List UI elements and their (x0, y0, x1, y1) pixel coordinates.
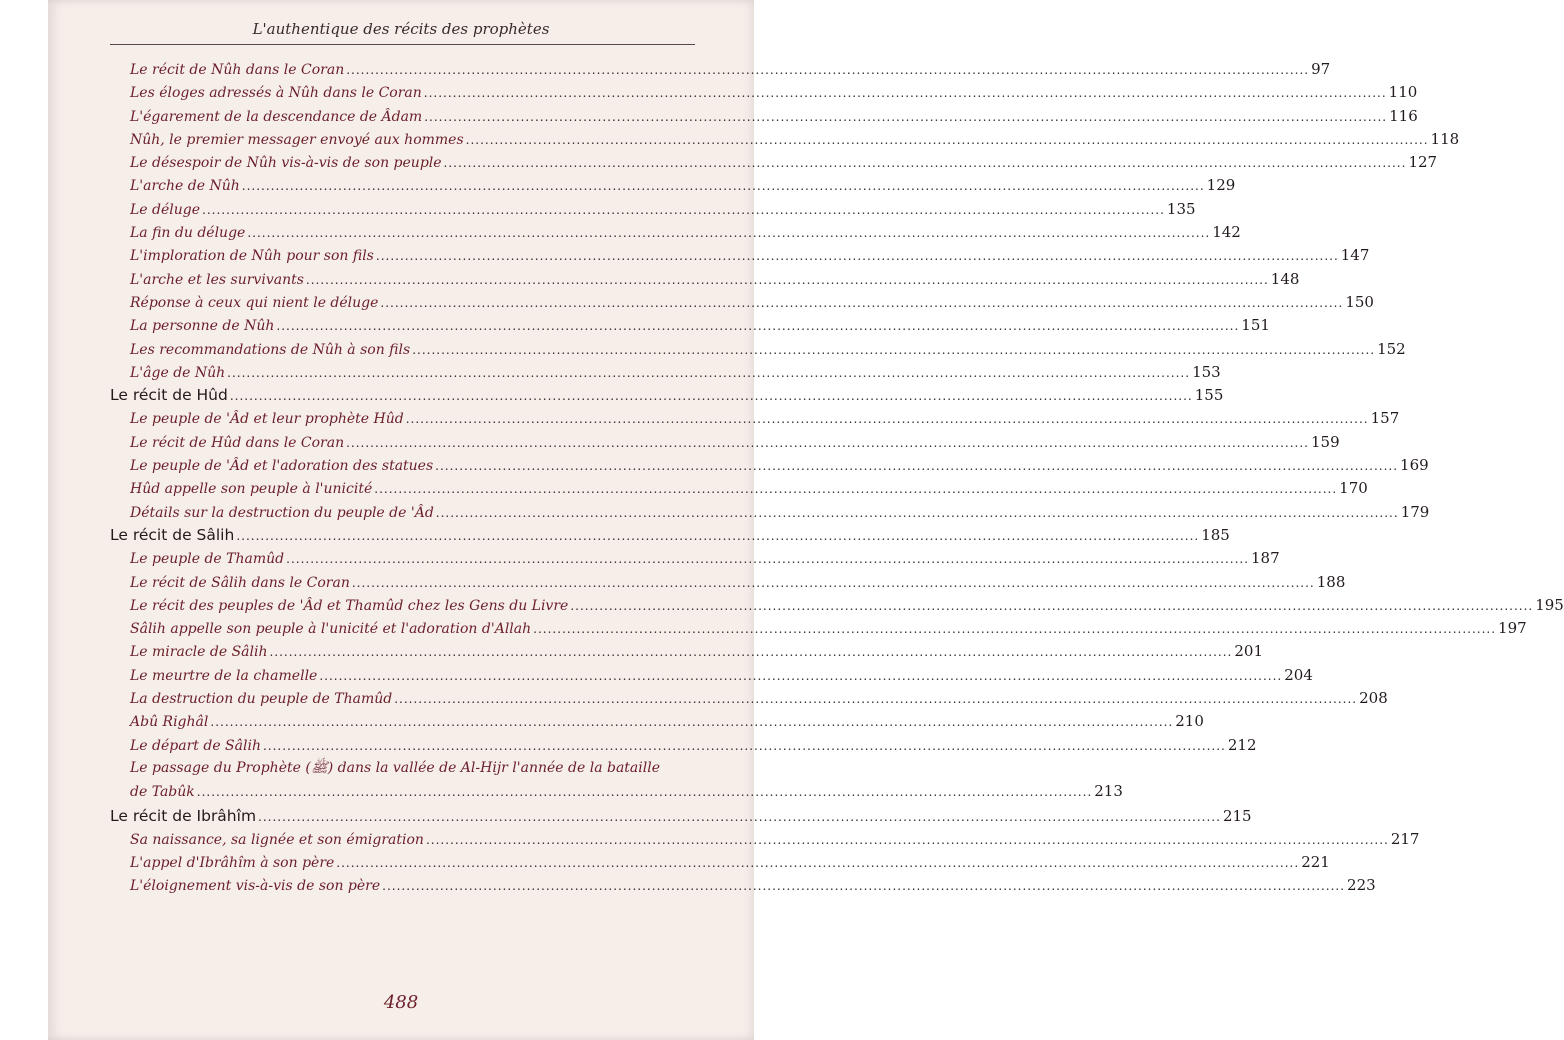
dot-leader: ........................................................................................................................................................................................................ (210, 715, 1174, 730)
toc-entry-title: L'arche et les survivants (130, 271, 304, 288)
toc-entry-title: Nûh, le premier messager envoyé aux hommes (130, 131, 464, 148)
toc-entry-title: Le récit de Hûd dans le Coran (130, 434, 345, 451)
dot-leader: ........................................................................................................................................................................................................ (236, 528, 1200, 543)
toc-entry-title: Le déluge (130, 201, 201, 218)
toc-entry-page: 152 (1377, 339, 1406, 358)
header-rule (110, 44, 695, 45)
table-of-contents (110, 58, 1564, 898)
toc-entry-page: 142 (1212, 223, 1241, 242)
toc-entry-page: 185 (1201, 525, 1230, 544)
toc-entry-page: 197 (1498, 619, 1527, 638)
dot-leader: ........................................................................................................................................................................................................ (405, 412, 1369, 427)
dot-leader: ........................................................................................................................................................................................................ (241, 179, 1205, 194)
toc-entry-page: 221 (1301, 853, 1330, 872)
toc-entry-title: L'égarement de la descendance de Âdam (130, 108, 423, 125)
toc-entry-title: Le départ de Sâlih (130, 737, 261, 754)
toc-section-entry[interactable] (110, 851, 1330, 874)
dot-leader: ........................................................................................................................................................................................................ (258, 809, 1221, 824)
toc-chapter-entry[interactable] (110, 384, 1224, 407)
toc-entry-page: 208 (1359, 689, 1388, 708)
toc-entry-page: 157 (1370, 409, 1400, 428)
dot-leader: ........................................................................................................................................................................................................ (202, 202, 1165, 217)
toc-section-entry[interactable] (110, 198, 1196, 221)
toc-section-entry[interactable] (110, 640, 1264, 663)
toc-entry-page: 187 (1251, 549, 1280, 568)
dot-leader: ........................................................................................................................................................................................................ (465, 132, 1429, 147)
toc-entry-title: Abû Righâl (130, 714, 209, 731)
toc-entry-page: 135 (1166, 199, 1196, 218)
dot-leader: ........................................................................................................................................................................................................ (412, 342, 1376, 357)
dot-leader: .......................................................................................................................................................................................... (196, 785, 1093, 800)
dot-leader: ........................................................................................................................................................................................................ (247, 226, 1211, 241)
toc-section-entry[interactable] (110, 664, 1313, 687)
toc-entry-title: Détails sur la destruction du peuple de 'Âd (130, 504, 434, 521)
dot-leader: ........................................................................................................................................................................................................ (346, 63, 1310, 77)
toc-entry-title: Le meurtre de la chamelle (130, 667, 318, 684)
toc-section-entry[interactable] (110, 571, 1346, 594)
toc-entry-page: 151 (1241, 316, 1270, 335)
toc-entry-title: Le récit de Hûd (110, 386, 228, 405)
toc-entry-title: La personne de Nûh (130, 318, 275, 335)
toc-entry-page: 213 (1094, 782, 1123, 801)
toc-section-entry[interactable] (110, 407, 1400, 430)
dot-leader: ........................................................................................................................................................................................................ (382, 879, 1346, 894)
toc-entry-page: 97 (1311, 60, 1331, 78)
toc-section-entry[interactable] (110, 105, 1418, 128)
dot-leader: ........................................................................................................................................................................................................ (262, 738, 1226, 753)
toc-section-entry[interactable] (110, 594, 1564, 617)
dot-leader: ........................................................................................................................................................................................................ (336, 856, 1300, 871)
toc-entry-page: 223 (1347, 876, 1376, 895)
toc-entry-page: 153 (1192, 362, 1221, 381)
dot-leader: ........................................................................................................................................................................................................ (423, 86, 1387, 101)
toc-entry-title: Le peuple de Thamûd (130, 551, 285, 568)
toc-entry-page: 204 (1284, 665, 1313, 684)
toc-entry-page: 215 (1222, 806, 1252, 825)
dot-leader: ........................................................................................................................................................................................................ (570, 598, 1534, 613)
toc-entry-page: 212 (1227, 735, 1257, 754)
dot-leader: ........................................................................................................................................................................................................ (380, 295, 1344, 310)
toc-entry-title-line2: de Tabûk (130, 784, 195, 801)
toc-entry-page: 169 (1400, 456, 1429, 475)
toc-entry-title-line1: Le passage du Prophète (ﷺ) dans la vallée de Al-Hijr l'année de la bataille (130, 759, 660, 776)
toc-entry-page: 127 (1408, 153, 1438, 172)
dot-leader: ........................................................................................................................................................................................................ (394, 692, 1358, 707)
toc-entry-title: Sa naissance, sa lignée et son émigration (130, 831, 424, 848)
toc-entry-page: 210 (1175, 712, 1204, 731)
toc-entry-title: Le récit de Sâlih dans le Coran (130, 574, 350, 591)
toc-entry-page: 110 (1388, 83, 1418, 102)
dot-leader: ........................................................................................................................................................................................................ (374, 482, 1338, 497)
toc-section-entry[interactable] (110, 128, 1460, 151)
dot-leader: ........................................................................................................................................................................................................ (425, 832, 1389, 847)
toc-main-entries (110, 58, 1564, 757)
dot-leader: ........................................................................................................................................................................................................ (305, 272, 1269, 287)
dot-leader: ........................................................................................................................................................................................................ (346, 435, 1309, 450)
toc-entry-title: Les éloges adressés à Nûh dans le Coran (130, 85, 422, 102)
dot-leader: ........................................................................................................................................................................................................ (375, 249, 1339, 264)
toc-entry-title: L'appel d'Ibrâhîm à son père (130, 855, 335, 872)
toc-entry-page: 150 (1345, 292, 1374, 311)
toc-section-entry[interactable] (110, 477, 1368, 500)
toc-entry-page: 148 (1270, 269, 1300, 288)
dot-leader: ........................................................................................................................................................................................................ (286, 552, 1250, 567)
toc-section-entry[interactable] (110, 874, 1376, 897)
toc-entry-title: Le récit de Nûh dans le Coran (130, 62, 345, 78)
toc-section-entry[interactable] (110, 710, 1204, 733)
toc-section-entry[interactable] (110, 454, 1429, 477)
toc-entry-title: La destruction du peuple de Thamûd (130, 691, 393, 708)
toc-chapter-entry[interactable] (110, 524, 1230, 547)
toc-section-entry[interactable] (110, 221, 1241, 244)
toc-entry-wrapped[interactable] (110, 757, 1123, 805)
toc-entry-title: L'imploration de Nûh pour son fils (130, 248, 374, 265)
dot-leader: ........................................................................................................................................................................................................ (276, 319, 1240, 334)
toc-entry-title: Le récit des peuples de 'Âd et Thamûd chez les Gens du Livre (130, 597, 569, 614)
toc-entry-page: 170 (1339, 479, 1368, 498)
toc-entry-page: 179 (1400, 502, 1430, 521)
toc-entry-title: L'âge de Nûh (130, 364, 226, 381)
toc-entry-page: 201 (1234, 642, 1264, 661)
toc-section-entry[interactable] (110, 547, 1280, 570)
toc-section-entry[interactable] (110, 734, 1257, 757)
dot-leader: ........................................................................................................................................................................................................ (227, 365, 1191, 380)
toc-entry-title: Le récit de Sâlih (110, 525, 235, 544)
toc-section-entry[interactable] (110, 244, 1370, 267)
toc-section-entry[interactable] (110, 501, 1430, 524)
toc-entry-page: 195 (1535, 595, 1564, 614)
toc-entry-page: 147 (1340, 246, 1370, 265)
toc-entry-title: Le récit de Ibrâhîm (110, 806, 257, 825)
toc-after-entries (110, 805, 1420, 898)
toc-chapter-entry[interactable] (110, 805, 1252, 828)
toc-entry-page: 129 (1206, 176, 1236, 195)
toc-entry-page: 116 (1389, 106, 1418, 125)
toc-entry-title: Les recommandations de Nûh à son fils (130, 341, 411, 358)
toc-entry-title: Le peuple de 'Âd et leur prophète Hûd (130, 411, 404, 428)
toc-entry-title: Le peuple de 'Âd et l'adoration des statues (130, 458, 434, 475)
toc-section-entry[interactable] (110, 174, 1236, 197)
running-header: L'authentique des récits des prophètes (252, 20, 550, 38)
toc-entry-page: 155 (1194, 386, 1224, 405)
dot-leader: ........................................................................................................................................................................................................ (424, 109, 1388, 124)
toc-section-entry[interactable] (110, 81, 1418, 104)
toc-section-entry[interactable] (110, 828, 1420, 851)
toc-section-entry[interactable] (110, 291, 1374, 314)
toc-entry-page: 159 (1311, 432, 1340, 451)
book-page (48, 0, 1564, 1040)
toc-entry-title: Le désespoir de Nûh vis-à-vis de son peuple (130, 155, 442, 172)
dot-leader: ........................................................................................................................................................................................................ (443, 156, 1407, 171)
toc-section-entry[interactable] (110, 687, 1388, 710)
toc-section-entry[interactable] (110, 431, 1340, 454)
toc-entry-title: L'arche de Nûh (130, 178, 240, 195)
toc-section-entry[interactable] (110, 361, 1221, 384)
toc-entry-title: Hûd appelle son peuple à l'unicité (130, 481, 373, 498)
dot-leader: ........................................................................................................................................................................................................ (533, 622, 1497, 637)
page-number: 488 (383, 992, 419, 1013)
toc-entry-page: 188 (1316, 572, 1346, 591)
toc-entry-title: La fin du déluge (130, 225, 246, 242)
toc-section-entry[interactable] (110, 338, 1406, 361)
dot-leader: ........................................................................................................................................................................................................ (351, 575, 1315, 590)
toc-entry-page: 118 (1430, 129, 1460, 148)
toc-section-entry[interactable] (110, 314, 1270, 337)
dot-leader: ........................................................................................................................................................................................................ (229, 389, 1193, 404)
toc-entry-title: Le miracle de Sâlih (130, 644, 268, 661)
toc-entry-title: Sâlih appelle son peuple à l'unicité et l'adoration d'Allah (130, 621, 532, 638)
toc-entry-title: Réponse à ceux qui nient le déluge (130, 294, 379, 311)
toc-entry-page: 217 (1390, 829, 1420, 848)
toc-section-entry[interactable] (110, 58, 1331, 81)
dot-leader: ........................................................................................................................................................................................................ (319, 668, 1283, 683)
dot-leader: ........................................................................................................................................................................................................ (435, 459, 1399, 474)
toc-section-entry[interactable] (110, 151, 1438, 174)
toc-section-entry[interactable] (110, 268, 1300, 291)
toc-entry-title-line2-row (130, 780, 1123, 804)
toc-entry-title: L'éloignement vis-à-vis de son père (130, 878, 381, 895)
dot-leader: ........................................................................................................................................................................................................ (269, 645, 1233, 660)
toc-section-entry[interactable] (110, 617, 1527, 640)
dot-leader: ........................................................................................................................................................................................................ (435, 505, 1399, 520)
